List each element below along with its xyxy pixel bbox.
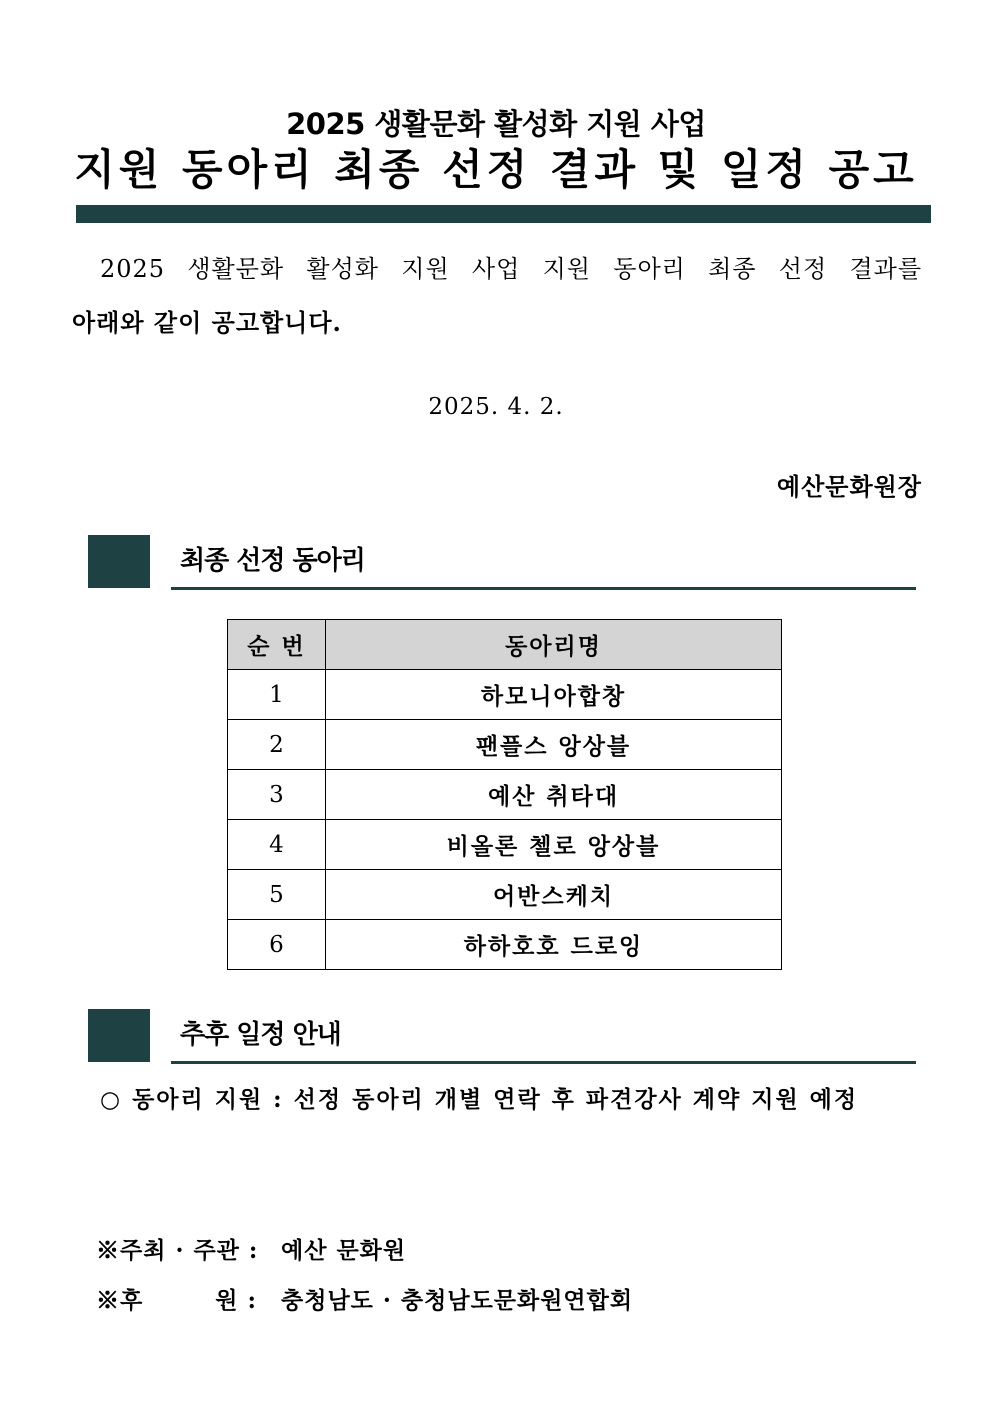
section-1-marker — [88, 535, 150, 588]
intro-paragraph — [72, 242, 922, 350]
schedule-item — [100, 1083, 910, 1117]
selected-clubs-table — [227, 619, 782, 970]
host-note — [96, 1234, 406, 1268]
table-row — [228, 670, 782, 720]
intro-line-1: 2025 생활문화 활성화 지원 사업 지원 동아리 최종 선정 결과를 — [100, 255, 922, 283]
table-row — [228, 820, 782, 870]
section-2-underline — [171, 1061, 916, 1064]
row-number: 1 — [228, 670, 326, 720]
row-number: 2 — [228, 720, 326, 770]
support-note-value: 충청남도 · 충청남도문화원연합회 — [281, 1287, 634, 1314]
club-name: 하하호호 드로잉 — [326, 920, 782, 970]
circle-bullet-icon: ○ — [100, 1087, 123, 1113]
table-header-row — [228, 620, 782, 670]
organization-signature: 예산문화원장 — [776, 472, 922, 501]
row-number: 5 — [228, 870, 326, 920]
support-note-label-prefix: ※후 — [96, 1287, 144, 1314]
club-name: 팬플스 앙상블 — [326, 720, 782, 770]
column-header-number: 순 번 — [228, 620, 326, 670]
table-row — [228, 870, 782, 920]
table-row — [228, 720, 782, 770]
section-1-underline — [171, 587, 916, 590]
club-name: 하모니아합창 — [326, 670, 782, 720]
column-header-club-name: 동아리명 — [326, 620, 782, 670]
host-note-label: ※주최 · 주관 : — [96, 1237, 259, 1264]
intro-line-2: 아래와 같이 공고합니다. — [72, 308, 342, 337]
document-subtitle: 2025 생활문화 활성화 지원 사업 — [286, 107, 706, 141]
section-2-title: 추후 일정 안내 — [180, 1020, 341, 1050]
section-1-title: 최종 선정 동아리 — [180, 546, 365, 576]
row-number: 3 — [228, 770, 326, 820]
section-2-marker — [88, 1009, 150, 1062]
table-row — [228, 770, 782, 820]
host-note-value: 예산 문화원 — [281, 1237, 407, 1264]
table-row — [228, 920, 782, 970]
support-note-label-suffix: 원 : — [215, 1287, 257, 1314]
document-title: 지원 동아리 최종 선정 결과 및 일정 공고 — [74, 145, 918, 194]
club-name: 비올론 첼로 앙상블 — [326, 820, 782, 870]
announcement-date: 2025. 4. 2. — [428, 394, 564, 420]
club-name: 예산 취타대 — [326, 770, 782, 820]
support-note — [96, 1284, 633, 1318]
club-name: 어반스케치 — [326, 870, 782, 920]
title-divider-bar — [76, 205, 931, 223]
row-number: 4 — [228, 820, 326, 870]
schedule-item-text: 동아리 지원 : 선정 동아리 개별 연락 후 파견강사 계약 지원 예정 — [132, 1086, 859, 1113]
row-number: 6 — [228, 920, 326, 970]
support-note-label — [96, 1284, 272, 1318]
